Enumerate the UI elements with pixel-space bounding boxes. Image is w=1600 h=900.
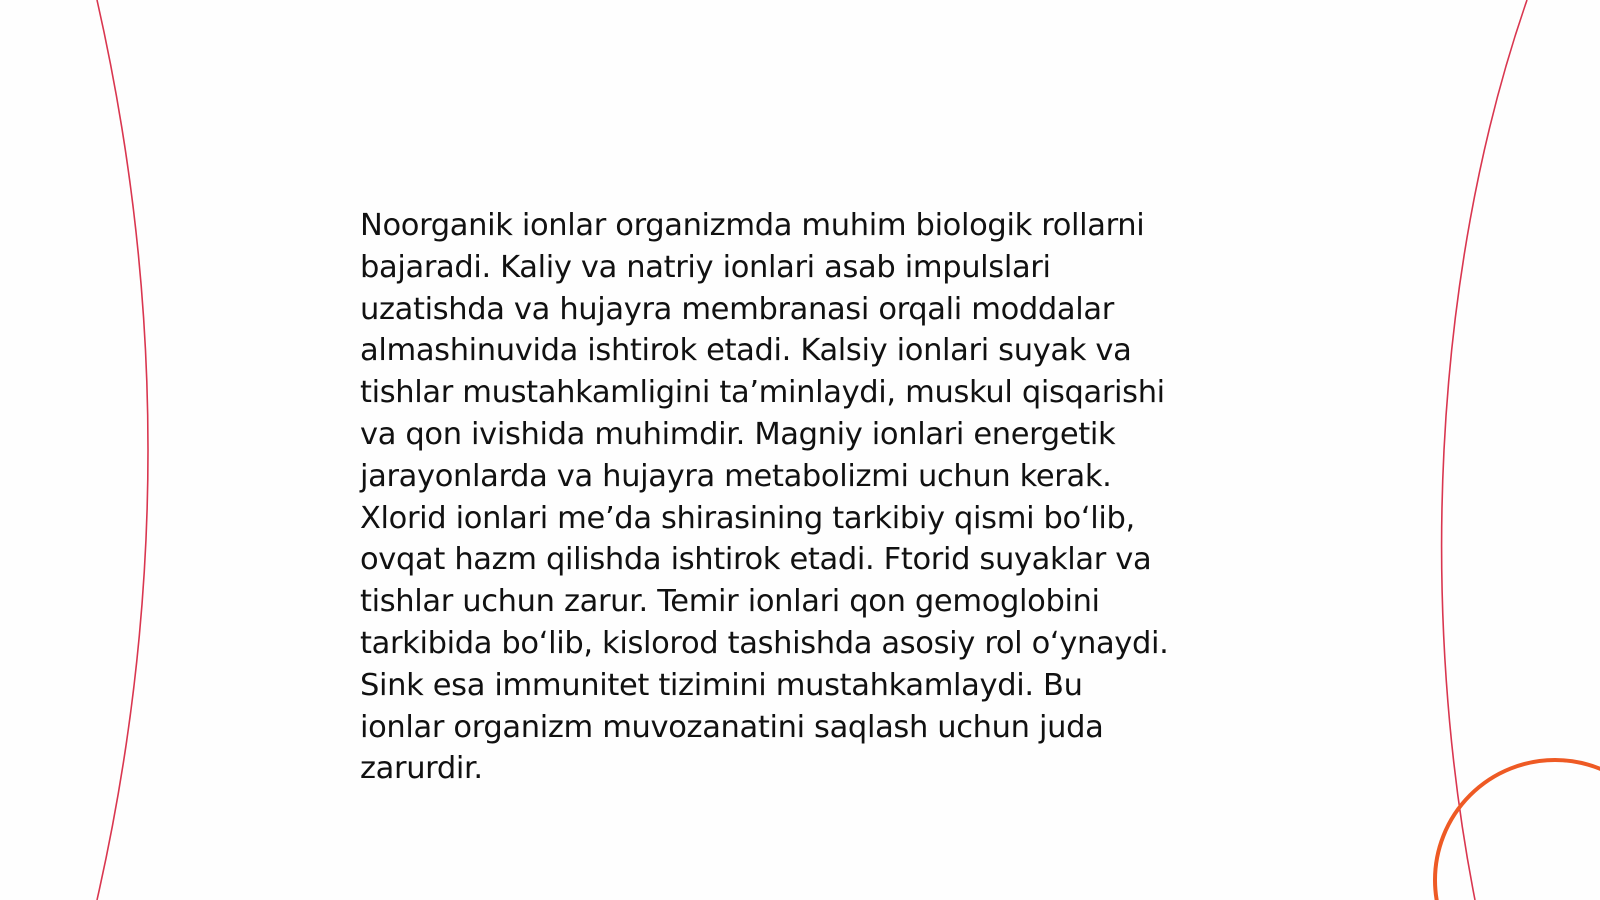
left-curve-line xyxy=(97,0,148,900)
orange-accent-arc xyxy=(1435,760,1600,900)
slide-body-text: Noorganik ionlar organizmda muhim biologik rollarni bajaradi. Kaliy va natriy ionlari asab impulslari uzatishda va hujayra membranasi orqali moddalar almashinuvida ishtirok etadi. Kalsiy ionlari suyak va tishlar mustahkamligini ta’minlaydi, muskul qisqarishi va qon ivishida muhimdir. Magniy ionlari energetik jarayonlarda va hujayra metabolizmi uchun kerak. Xlorid ionlari me’da shirasining tarkibiy qismi bo‘lib, ovqat hazm qilishda ishtirok etadi. Ftorid suyaklar va tishlar uchun zarur. Temir ionlari qon gemoglobini tarkibida bo‘lib, kislorod tashishda asosiy rol o‘ynaydi. Sink esa immunitet tizimini mustahkamlaydi. Bu ionlar organizm muvozanatini saqlash uchun juda zarurdir. xyxy=(360,208,1169,787)
right-curve-line xyxy=(1442,0,1527,900)
